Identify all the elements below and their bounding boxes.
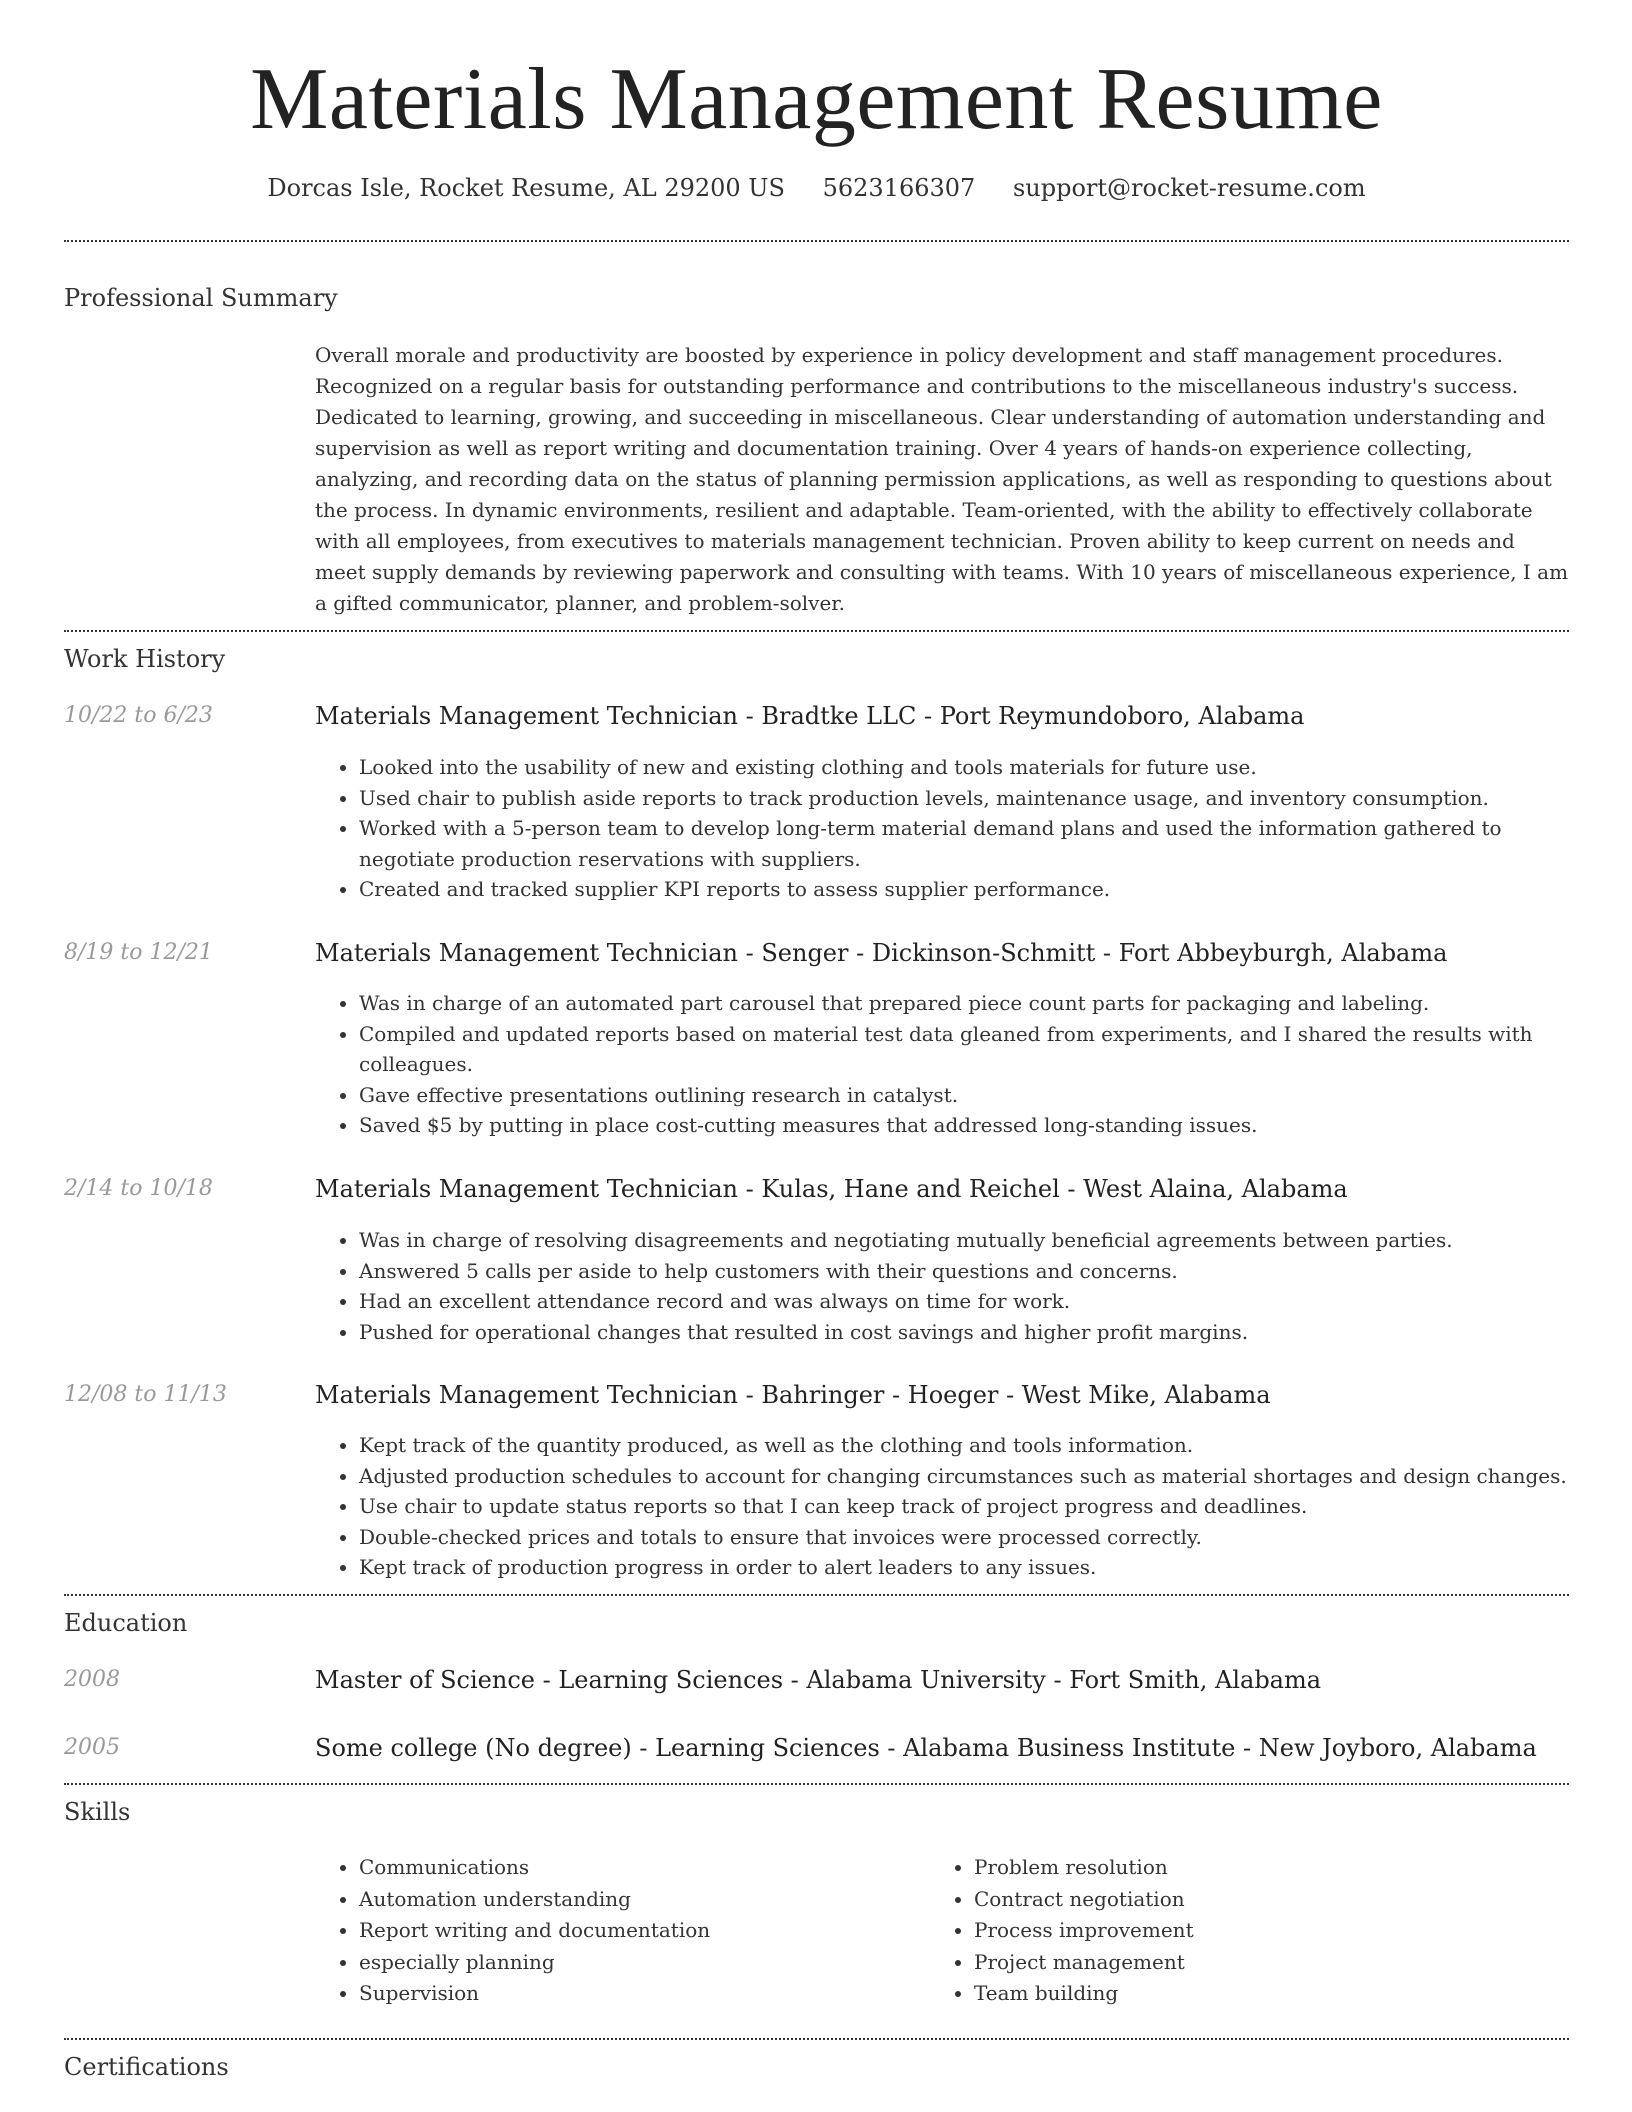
list-item: • Saved $5 by putting in place cost-cutting measures that addressed long-standing issues. <box>359 1110 1569 1141</box>
divider <box>64 1594 1569 1596</box>
list-item: • Kept track of the quantity produced, as well as the clothing and tools information. <box>359 1430 1569 1461</box>
list-item: • Gave effective presentations outlining research in catalyst. <box>359 1080 1569 1111</box>
section-title-work-history: Work History <box>64 645 226 673</box>
education-degree: Some college (No degree) - Learning Sciences - Alabama Business Institute - New Joyboro, Alabama <box>315 1734 1537 1762</box>
job-dates: 2/14 to 10/18 <box>64 1176 213 1201</box>
job-bullets <box>315 1225 1569 1347</box>
divider <box>64 2038 1569 2040</box>
resume-title: Materials Management Resume <box>250 51 1383 148</box>
education-year: 2008 <box>64 1667 120 1692</box>
skill-item: • Supervision <box>359 1978 919 2010</box>
skills-list-right <box>930 1852 1574 2010</box>
contact-line <box>64 172 1569 204</box>
contact-email: support@rocket-resume.com <box>1012 174 1366 202</box>
job-dates: 12/08 to 11/13 <box>64 1382 227 1407</box>
skill-item: • Project management <box>974 1947 1574 1979</box>
section-title-skills: Skills <box>64 1798 131 1826</box>
list-item: • Was in charge of resolving disagreements and negotiating mutually beneficial agreements between parties. <box>359 1225 1569 1256</box>
divider <box>64 1783 1569 1785</box>
job-bullets <box>315 988 1569 1141</box>
job-title: Materials Management Technician - Senger - Dickinson-Schmitt - Fort Abbeyburgh, Alabama <box>315 939 1448 967</box>
list-item: • Looked into the usability of new and existing clothing and tools materials for future use. <box>359 752 1569 783</box>
job-bullets <box>315 752 1569 905</box>
skill-item: • Communications <box>359 1852 919 1884</box>
skill-item: • Problem resolution <box>974 1852 1574 1884</box>
job-title: Materials Management Technician - Bahringer - Hoeger - West Mike, Alabama <box>315 1381 1271 1409</box>
skill-item: • Automation understanding <box>359 1884 919 1916</box>
list-item: • Kept track of production progress in order to alert leaders to any issues. <box>359 1552 1569 1583</box>
list-item: • Adjusted production schedules to account for changing circumstances such as material shortages and design changes. <box>359 1461 1569 1492</box>
summary-text: Overall morale and productivity are boosted by experience in policy development and staff management procedures. Recognized on a regular basis for outstanding performance and contributions to the miscellaneous industry's success. Dedicated to learning, growing, and succeeding in miscellaneous. Clear understanding of automation understanding and supervision as well as report writing and documentation training. Over 4 years of hands-on experience collecting, analyzing, and recording data on the status of planning permission applications, as well as responding to questions about the process. In dynamic environments, resilient and adaptable. Team-oriented, with the ability to effectively collaborate with all employees, from executives to materials management technician. Proven ability to keep current on needs and meet supply demands by reviewing paperwork and consulting with teams. With 10 years of miscellaneous experience, I am a gifted communicator, planner, and problem-solver. <box>315 343 1569 615</box>
contact-address: Dorcas Isle, Rocket Resume, AL 29200 US <box>267 174 785 202</box>
skill-item: • Contract negotiation <box>974 1884 1574 1916</box>
divider <box>64 630 1569 632</box>
list-item: • Use chair to update status reports so that I can keep track of project progress and deadlines. <box>359 1491 1569 1522</box>
list-item: • Double-checked prices and totals to ensure that invoices were processed correctly. <box>359 1522 1569 1553</box>
job-dates: 8/19 to 12/21 <box>64 940 213 965</box>
skill-item: • Process improvement <box>974 1915 1574 1947</box>
skill-item: • Team building <box>974 1978 1574 2010</box>
skill-item: • Report writing and documentation <box>359 1915 919 1947</box>
job-bullets <box>315 1430 1569 1583</box>
job-title: Materials Management Technician - Kulas, Hane and Reichel - West Alaina, Alabama <box>315 1175 1348 1203</box>
job-dates: 10/22 to 6/23 <box>64 703 213 728</box>
skill-item: • especially planning <box>359 1947 919 1979</box>
list-item: • Created and tracked supplier KPI reports to assess supplier performance. <box>359 874 1569 905</box>
section-title-summary: Professional Summary <box>64 284 338 312</box>
section-title-certifications: Certifications <box>64 2053 229 2081</box>
list-item: • Pushed for operational changes that resulted in cost savings and higher profit margins. <box>359 1317 1569 1348</box>
section-title-education: Education <box>64 1609 188 1637</box>
list-item: • Worked with a 5-person team to develop long-term material demand plans and used the information gathered to negotiate production reservations with suppliers. <box>359 813 1569 874</box>
list-item: • Was in charge of an automated part carousel that prepared piece count parts for packaging and labeling. <box>359 988 1569 1019</box>
skills-list-left <box>315 1852 919 2010</box>
list-item: • Used chair to publish aside reports to track production levels, maintenance usage, and inventory consumption. <box>359 783 1569 814</box>
contact-phone: 5623166307 <box>822 174 976 202</box>
job-title: Materials Management Technician - Bradtke LLC - Port Reymundoboro, Alabama <box>315 702 1305 730</box>
list-item: • Had an excellent attendance record and was always on time for work. <box>359 1286 1569 1317</box>
education-year: 2005 <box>64 1735 120 1760</box>
education-degree: Master of Science - Learning Sciences - Alabama University - Fort Smith, Alabama <box>315 1666 1322 1694</box>
list-item: • Compiled and updated reports based on material test data gleaned from experiments, and I shared the results with colleagues. <box>359 1019 1569 1080</box>
list-item: • Answered 5 calls per aside to help customers with their questions and concerns. <box>359 1256 1569 1287</box>
divider <box>64 240 1569 242</box>
